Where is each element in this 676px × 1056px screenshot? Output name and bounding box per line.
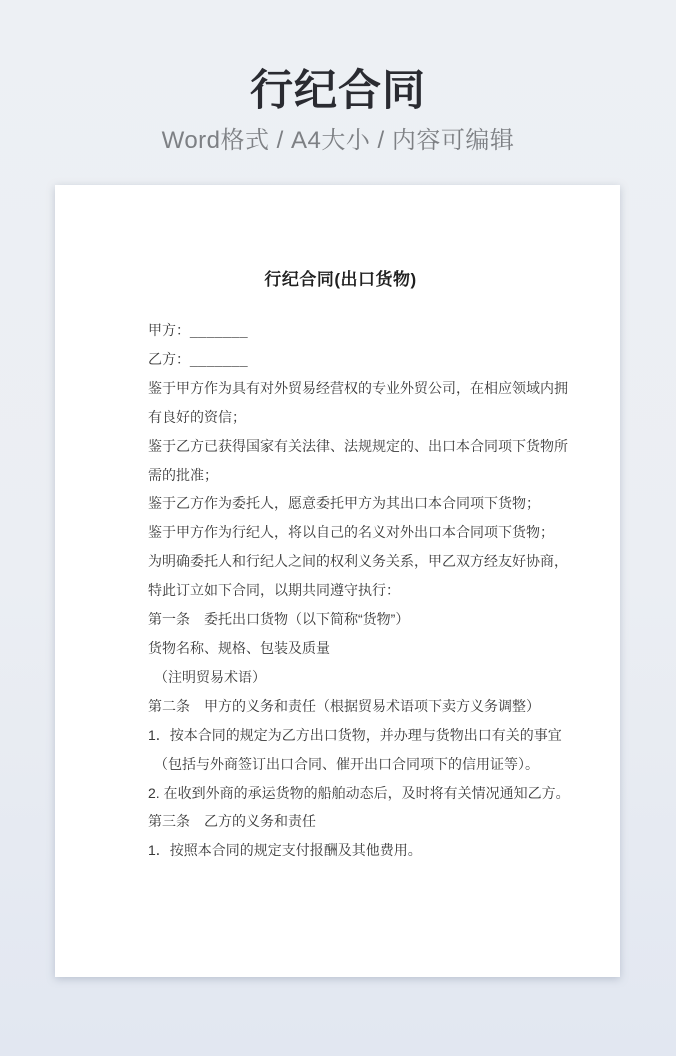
template-subtitle: Word格式 / A4大小 / 内容可编辑 bbox=[161, 127, 515, 154]
party-a-label: 甲方： bbox=[148, 322, 190, 338]
contract-clause-heading: 第一条 委托出口货物（以下简称“货物”） bbox=[148, 611, 410, 628]
contract-clause-heading: 第二条 甲方的义务和责任（根据贸易术语项下卖方义务调整） bbox=[148, 697, 540, 714]
party-a-blank-line: _______ bbox=[190, 322, 249, 338]
contract-line: 有良好的资信； bbox=[148, 408, 246, 425]
contract-line: 为明确委托人和行纪人之间的权利义务关系，甲乙双方经友好协商， bbox=[148, 553, 568, 570]
contract-line: （注明贸易术语） bbox=[154, 668, 266, 685]
contract-clause-heading: 第三条 乙方的义务和责任 bbox=[148, 813, 316, 830]
party-b-blank-line: _______ bbox=[190, 350, 249, 367]
contract-line: 1．按本合同的规定为乙方出口货物，并办理与货物出口有关的事宜 bbox=[148, 726, 562, 743]
document-title: 行纪合同(出口货物) bbox=[264, 270, 417, 289]
party-row-b bbox=[148, 345, 533, 374]
party-row-a bbox=[148, 316, 533, 345]
contract-line: 特此订立如下合同，以期共同遵守执行： bbox=[148, 582, 400, 599]
template-header bbox=[0, 0, 676, 156]
contract-line: 需的批准； bbox=[148, 466, 218, 483]
contract-line: 鉴于甲方作为具有对外贸易经营权的专业外贸公司，在相应领域内拥 bbox=[148, 379, 568, 396]
party-b-label: 乙方： bbox=[148, 350, 190, 367]
document-page bbox=[55, 185, 620, 977]
contract-line: 1．按照本合同的规定支付报酬及其他费用。 bbox=[148, 842, 422, 859]
contract-line: 2. 在收到外商的承运货物的船舶动态后，及时将有关情况通知乙方。 bbox=[148, 784, 570, 801]
contract-line: 鉴于乙方作为委托人，愿意委托甲方为其出口本合同项下货物； bbox=[148, 495, 540, 512]
template-title: 行纪合同 bbox=[250, 67, 426, 115]
document-body bbox=[148, 316, 570, 865]
contract-line: 鉴于甲方作为行纪人，将以自己的名义对外出口本合同项下货物； bbox=[148, 524, 554, 541]
contract-line: 鉴于乙方已获得国家有关法律、法规规定的、出口本合同项下货物所 bbox=[148, 437, 568, 454]
contract-line: 货物名称、规格、包装及质量 bbox=[148, 639, 330, 656]
contract-line: （包括与外商签订出口合同、催开出口合同项下的信用证等）。 bbox=[154, 755, 539, 772]
